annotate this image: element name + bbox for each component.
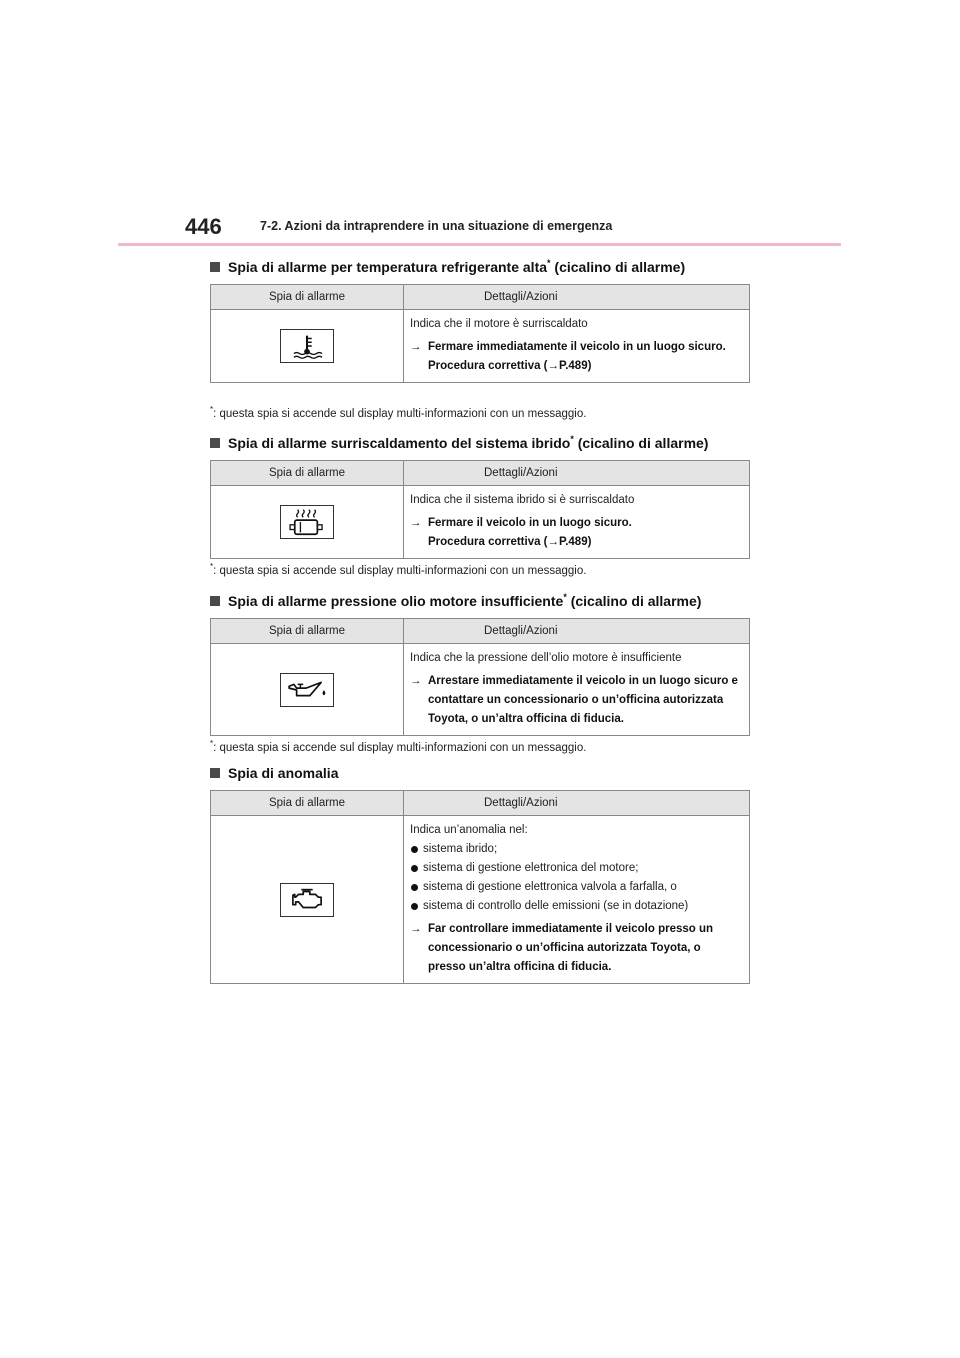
bullet-dot-icon (411, 903, 418, 910)
detail-cell (404, 486, 750, 559)
heading-bullet-icon (210, 262, 220, 272)
action-text: Far controllare immediatamente il veicolo presso un concessionario o un’officina autorizzata Toyota, o presso un’altra officina di fiducia. (428, 923, 714, 973)
heading-text: Spia di allarme per temperatura refrigerante alta (228, 259, 548, 275)
chapter-title: 7-2. Azioni da intraprendere in una situazione di emergenza (260, 219, 613, 233)
page-number: 446 (185, 214, 222, 239)
footnote (210, 562, 586, 577)
table-row (211, 486, 750, 559)
list-item-text: sistema di gestione elettronica valvola a farfalla, o (423, 881, 677, 893)
section-coolant-temperature (210, 256, 750, 383)
section-hybrid-overheat (210, 432, 750, 559)
icon-cell (211, 486, 404, 559)
hybrid-system-overheat-icon (280, 505, 334, 539)
header-warning-light: Spia di allarme (211, 285, 404, 310)
bullet-dot-icon (411, 884, 418, 891)
warning-table (210, 460, 750, 559)
detail-text: Indica che il motore è surriscaldato (410, 318, 588, 330)
header-details-actions: Dettagli/Azioni (404, 619, 750, 644)
table-row (211, 816, 750, 984)
warning-table (210, 618, 750, 736)
heading-bullet-icon (210, 768, 220, 778)
footnote (210, 739, 586, 754)
section-oil-pressure (210, 590, 750, 736)
detail-text: Indica che la pressione dell’olio motore è insufficiente (410, 652, 682, 664)
action-item (410, 514, 741, 552)
arrow-icon: → (410, 675, 422, 687)
action-reference: Procedura correttiva (→P.489) (428, 536, 592, 548)
section-heading (210, 762, 750, 784)
bullet-dot-icon (411, 865, 418, 872)
list-item (410, 859, 741, 878)
header-details-actions: Dettagli/Azioni (404, 791, 750, 816)
footnote-marker: * (570, 434, 574, 444)
table-header-row (211, 791, 750, 816)
list-item (410, 840, 741, 859)
list-item (410, 897, 741, 916)
footnote-marker: * (210, 739, 214, 748)
list-item (410, 878, 741, 897)
arrow-icon: → (410, 341, 422, 353)
heading-tail: (cicalino di allarme) (566, 593, 702, 609)
warning-table (210, 284, 750, 383)
action-item (410, 338, 741, 376)
section-heading (210, 590, 750, 612)
footnote-marker: * (563, 592, 567, 602)
header-warning-light: Spia di allarme (211, 619, 404, 644)
header-details-actions: Dettagli/Azioni (404, 285, 750, 310)
detail-cell (404, 310, 750, 383)
arrow-icon: → (410, 923, 422, 935)
action-reference: Procedura correttiva (→P.489) (428, 360, 592, 372)
icon-cell (211, 310, 404, 383)
check-engine-icon (280, 883, 334, 917)
bullet-dot-icon (411, 846, 418, 853)
action-item (410, 672, 741, 729)
section-heading (210, 256, 750, 278)
header-warning-light: Spia di allarme (211, 461, 404, 486)
heading-tail: (cicalino di allarme) (573, 435, 709, 451)
coolant-temperature-icon (280, 329, 334, 363)
heading-bullet-icon (210, 438, 220, 448)
heading-text: Spia di anomalia (228, 765, 339, 781)
list-item-text: sistema di gestione elettronica del motore; (423, 862, 639, 874)
detail-text: Indica che il sistema ibrido si è surriscaldato (410, 494, 635, 506)
heading-tail: (cicalino di allarme) (550, 259, 686, 275)
icon-cell (211, 644, 404, 736)
heading-bullet-icon (210, 596, 220, 606)
footnote-text: : questa spia si accende sul display multi-informazioni con un messaggio. (213, 407, 587, 420)
action-line: Fermare immediatamente il veicolo in un luogo sicuro. (428, 341, 726, 353)
action-item (410, 920, 741, 977)
section-malfunction (210, 762, 750, 984)
footnote-marker: * (210, 562, 214, 571)
detail-text: Indica un’anomalia nel: (410, 824, 528, 836)
warning-table (210, 790, 750, 984)
action-text (428, 514, 632, 552)
section-heading (210, 432, 750, 454)
header-details-actions: Dettagli/Azioni (404, 461, 750, 486)
footnote (210, 405, 586, 420)
action-text: Arrestare immediatamente il veicolo in un luogo sicuro e contattare un concessionario o un’officina autorizzata Toyota, o un’altra officina di fiducia. (428, 675, 738, 725)
detail-cell (404, 644, 750, 736)
table-header-row (211, 285, 750, 310)
heading-text: Spia di allarme surriscaldamento del sistema ibrido (228, 435, 571, 451)
footnote-marker: * (210, 405, 214, 414)
list-item-text: sistema ibrido; (423, 843, 498, 855)
action-line: Fermare il veicolo in un luogo sicuro. (428, 517, 632, 529)
footnote-text: : questa spia si accende sul display multi-informazioni con un messaggio. (213, 741, 587, 754)
table-row (211, 310, 750, 383)
header-warning-light: Spia di allarme (211, 791, 404, 816)
arrow-icon: → (410, 517, 422, 529)
detail-cell (404, 816, 750, 984)
heading-text: Spia di allarme pressione olio motore insufficiente (228, 593, 564, 609)
action-text (428, 338, 726, 376)
table-header-row (211, 461, 750, 486)
table-header-row (211, 619, 750, 644)
oil-pressure-icon (280, 673, 334, 707)
table-row (211, 644, 750, 736)
footnote-text: : questa spia si accende sul display multi-informazioni con un messaggio. (213, 564, 587, 577)
list-item-text: sistema di controllo delle emissioni (se in dotazione) (423, 900, 689, 912)
footnote-marker: * (547, 258, 551, 268)
icon-cell (211, 816, 404, 984)
header-divider (118, 243, 841, 246)
